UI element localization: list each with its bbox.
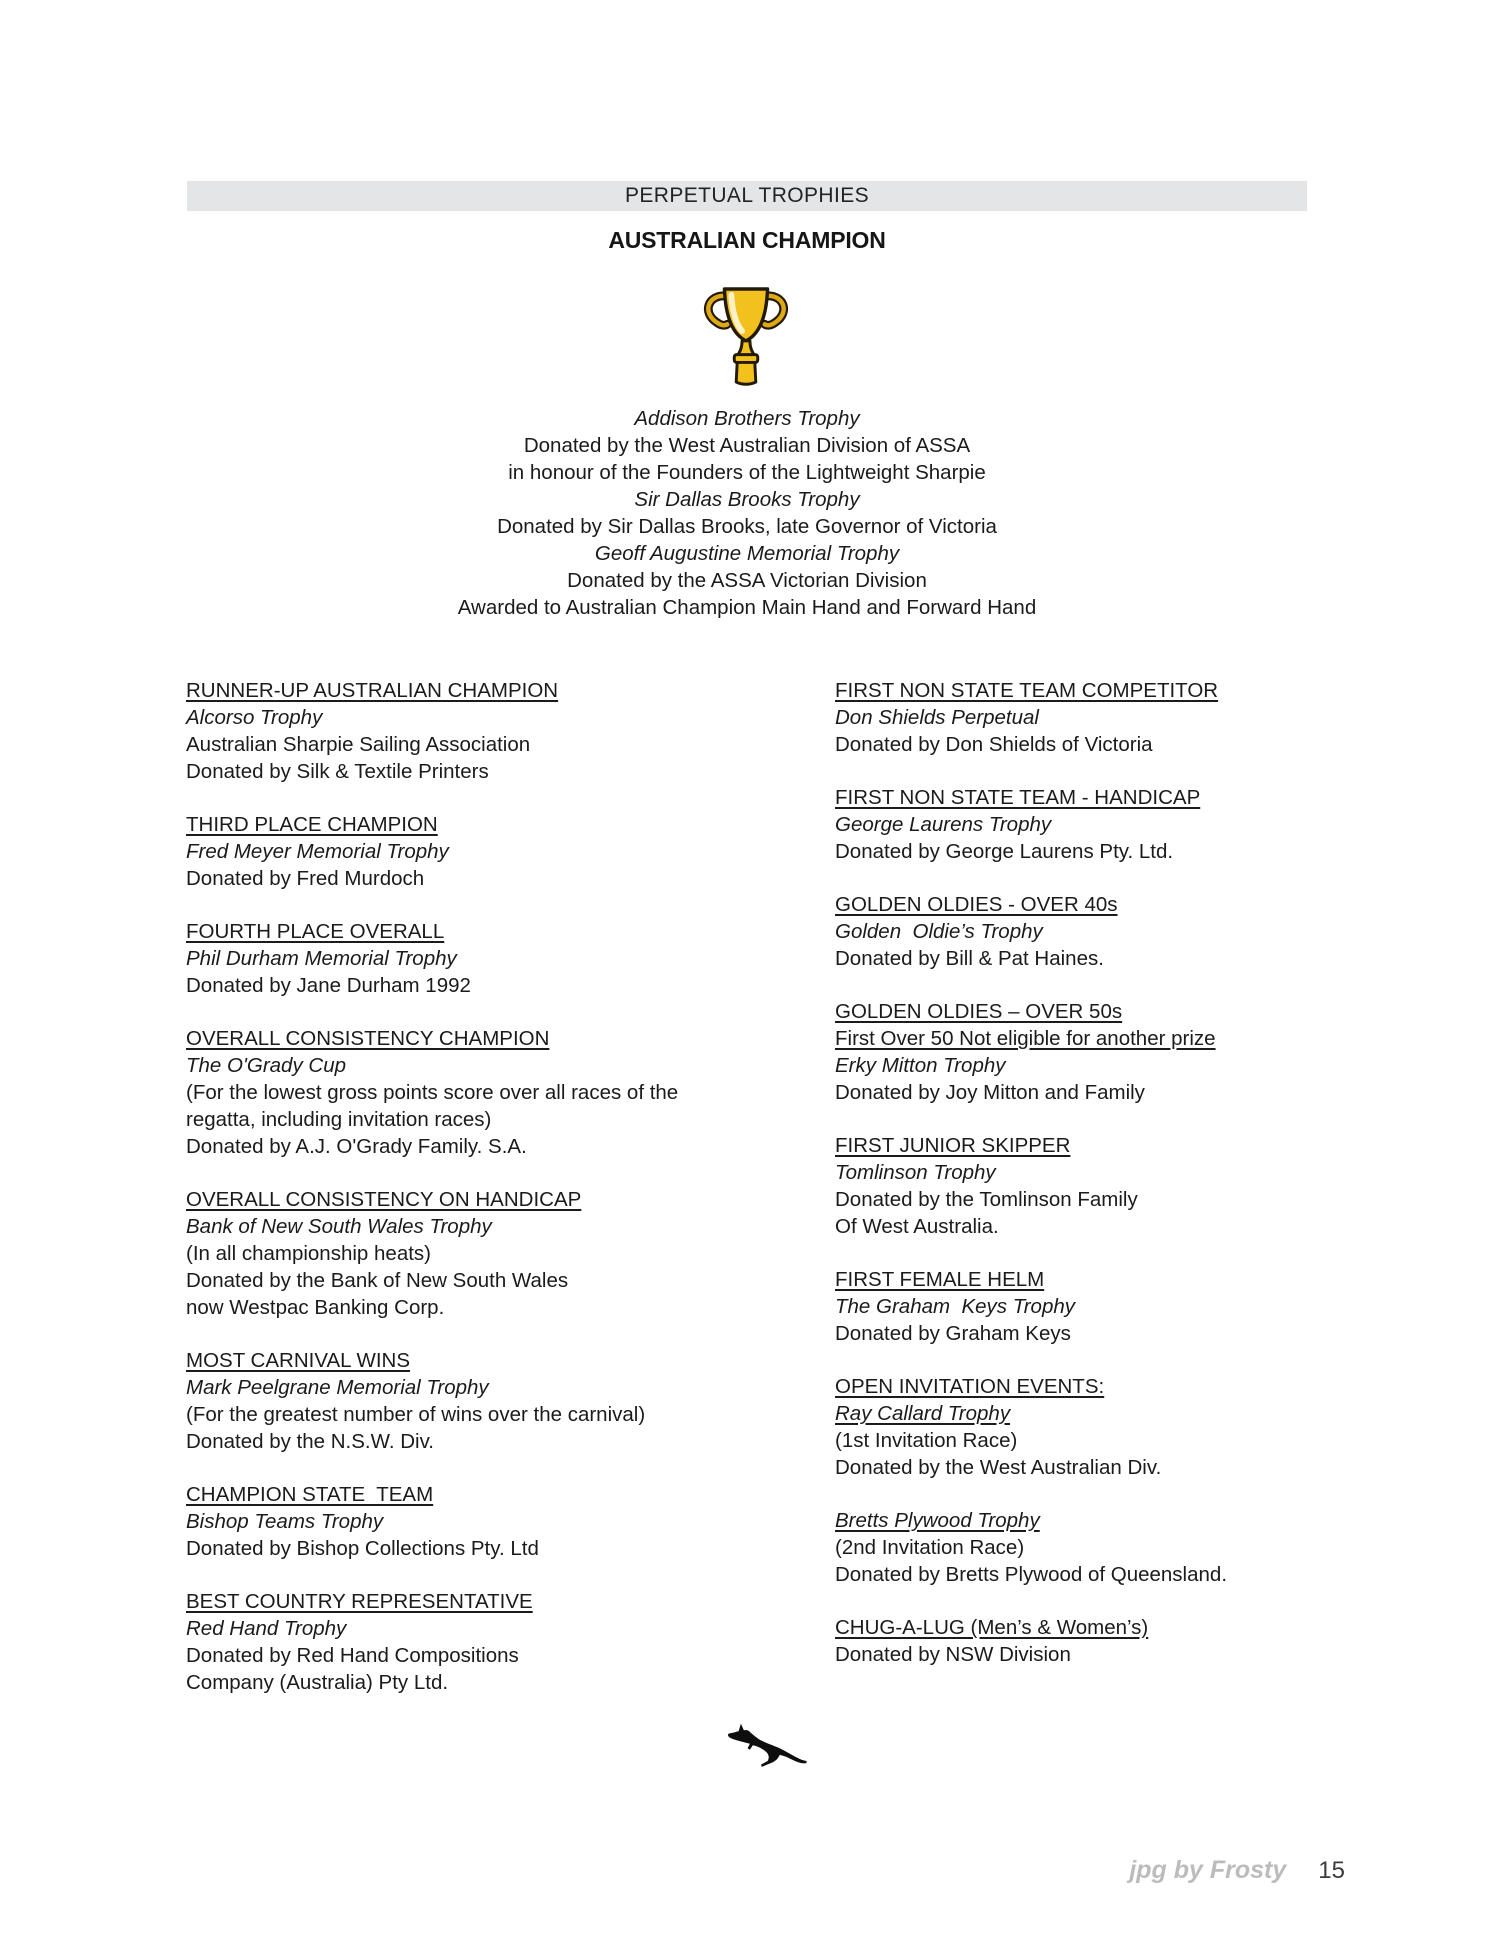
trophy-section-heading: FIRST NON STATE TEAM - HANDICAP — [835, 786, 1201, 809]
trophy-line: Donated by Red Hand Compositions — [186, 1644, 519, 1667]
trophy-line: Golden Oldie’s Trophy — [835, 920, 1043, 943]
trophy-line: Fred Meyer Memorial Trophy — [186, 840, 449, 863]
trophy-line: Donated by the West Australian Div. — [835, 1456, 1162, 1479]
trophy-line: Awarded to Australian Champion Main Hand and Forward Hand — [457, 596, 1037, 619]
trophy-section-heading: FIRST FEMALE HELM — [835, 1268, 1045, 1291]
trophy-line: Donated by the Bank of New South Wales — [186, 1269, 569, 1292]
trophy-line: Donated by Bretts Plywood of Queensland. — [835, 1563, 1228, 1586]
trophy-section — [186, 1025, 821, 1160]
trophy-line: Donated by the N.S.W. Div. — [186, 1430, 435, 1453]
gold-trophy-icon — [699, 284, 793, 388]
trophy-section — [835, 1132, 1485, 1240]
trophy-line: Bishop Teams Trophy — [186, 1510, 384, 1533]
trophy-section — [835, 677, 1485, 758]
trophy-line: Sir Dallas Brooks Trophy — [634, 488, 860, 511]
kangaroo-silhouette-icon — [726, 1716, 808, 1770]
trophy-section-heading: MOST CARNIVAL WINS — [186, 1349, 411, 1372]
intro-block — [90, 405, 1404, 621]
trophy-line: Bretts Plywood Trophy — [835, 1509, 1040, 1532]
trophy-line: (In all championship heats) — [186, 1242, 431, 1265]
trophy-line: (For the lowest gross points score over all races of the — [186, 1081, 679, 1104]
trophy-section-heading: FIRST NON STATE TEAM COMPETITOR — [835, 679, 1219, 702]
page-title: AUSTRALIAN CHAMPION — [608, 227, 886, 253]
trophy-line: Donated by Sir Dallas Brooks, late Governor of Victoria — [497, 515, 997, 538]
trophy-section — [186, 1186, 821, 1321]
trophy-line: Of West Australia. — [835, 1215, 999, 1238]
trophy-section-heading: FIRST JUNIOR SKIPPER — [835, 1134, 1071, 1157]
trophy-line: Alcorso Trophy — [186, 706, 323, 729]
trophy-section — [835, 998, 1485, 1106]
trophy-line: Donated by Don Shields of Victoria — [835, 733, 1153, 756]
trophy-line: regatta, including invitation races) — [186, 1108, 492, 1131]
trophy-section-heading: OVERALL CONSISTENCY CHAMPION — [186, 1027, 550, 1050]
page-number: 15 — [1318, 1857, 1345, 1884]
header-band — [187, 181, 1307, 211]
trophy-section — [186, 1347, 821, 1455]
trophy-line: Donated by the West Australian Division of ASSA — [523, 434, 971, 457]
trophy-line: Australian Sharpie Sailing Association — [186, 733, 531, 756]
trophy-section-heading: BEST COUNTRY REPRESENTATIVE — [186, 1590, 533, 1613]
trophy-line: Donated by Bishop Collections Pty. Ltd — [186, 1537, 539, 1560]
trophy-line: Erky Mitton Trophy — [835, 1054, 1006, 1077]
trophy-section-heading: RUNNER-UP AUSTRALIAN CHAMPION — [186, 679, 559, 702]
trophy-line: (For the greatest number of wins over the carnival) — [186, 1403, 646, 1426]
trophy-line: Company (Australia) Pty Ltd. — [186, 1671, 449, 1694]
trophy-line: Mark Peelgrane Memorial Trophy — [186, 1376, 489, 1399]
trophy-line: (1st Invitation Race) — [835, 1429, 1018, 1452]
trophy-line: Donated by Bill & Pat Haines. — [835, 947, 1104, 970]
left-column — [186, 677, 821, 1722]
trophy-line: Tomlinson Trophy — [835, 1161, 996, 1184]
trophy-line: Donated by Fred Murdoch — [186, 867, 425, 890]
trophy-line: (2nd Invitation Race) — [835, 1536, 1025, 1559]
trophy-section-heading: THIRD PLACE CHAMPION — [186, 813, 438, 836]
trophy-section — [835, 784, 1485, 865]
trophy-line: Addison Brothers Trophy — [634, 407, 860, 430]
trophy-line: Bank of New South Wales Trophy — [186, 1215, 492, 1238]
footer — [1129, 1856, 1345, 1885]
trophy-line: Donated by A.J. O'Grady Family. S.A. — [186, 1135, 527, 1158]
trophy-line: Donated by the Tomlinson Family — [835, 1188, 1138, 1211]
trophy-line: George Laurens Trophy — [835, 813, 1052, 836]
right-column — [835, 677, 1485, 1694]
trophy-line: in honour of the Founders of the Lightweight Sharpie — [508, 461, 986, 484]
trophy-section-heading: CHUG-A-LUG (Men’s & Women’s) — [835, 1616, 1149, 1639]
trophy-section — [186, 811, 821, 892]
trophy-section — [186, 1481, 821, 1562]
trophy-section-heading: GOLDEN OLDIES – OVER 50s — [835, 1000, 1123, 1023]
trophy-section-heading: OPEN INVITATION EVENTS: — [835, 1375, 1105, 1398]
trophy-line: Donated by Graham Keys — [835, 1322, 1071, 1345]
trophy-line: Red Hand Trophy — [186, 1617, 347, 1640]
trophy-line: Donated by NSW Division — [835, 1643, 1071, 1666]
trophy-line: First Over 50 Not eligible for another prize — [835, 1027, 1216, 1050]
trophy-line: Don Shields Perpetual — [835, 706, 1039, 729]
trophy-section-heading: GOLDEN OLDIES - OVER 40s — [835, 893, 1118, 916]
trophy-line: The Graham Keys Trophy — [835, 1295, 1076, 1318]
trophy-section — [835, 1614, 1485, 1668]
trophy-section — [835, 891, 1485, 972]
trophy-section-heading: CHAMPION STATE TEAM — [186, 1483, 434, 1506]
trophy-line: Phil Durham Memorial Trophy — [186, 947, 457, 970]
trophy-line: Donated by George Laurens Pty. Ltd. — [835, 840, 1174, 863]
band-title: PERPETUAL TROPHIES — [624, 184, 870, 207]
trophy-line: Donated by the ASSA Victorian Division — [567, 569, 927, 592]
trophy-section — [835, 1507, 1485, 1588]
trophy-section — [186, 918, 821, 999]
trophy-line: now Westpac Banking Corp. — [186, 1296, 445, 1319]
trophy-line: Geoff Augustine Memorial Trophy — [594, 542, 900, 565]
trophy-section — [186, 677, 821, 785]
trophy-line: The O'Grady Cup — [186, 1054, 347, 1077]
trophy-section — [835, 1373, 1485, 1481]
trophy-section-heading: FOURTH PLACE OVERALL — [186, 920, 445, 943]
credit-text: jpg by Frosty — [1129, 1856, 1287, 1884]
trophy-section-heading: OVERALL CONSISTENCY ON HANDICAP — [186, 1188, 582, 1211]
trophy-line: Donated by Jane Durham 1992 — [186, 974, 471, 997]
trophy-section — [835, 1266, 1485, 1347]
trophy-line: Donated by Joy Mitton and Family — [835, 1081, 1145, 1104]
trophy-line: Ray Callard Trophy — [835, 1402, 1011, 1425]
trophy-line: Donated by Silk & Textile Printers — [186, 760, 489, 783]
trophy-section — [186, 1588, 821, 1696]
